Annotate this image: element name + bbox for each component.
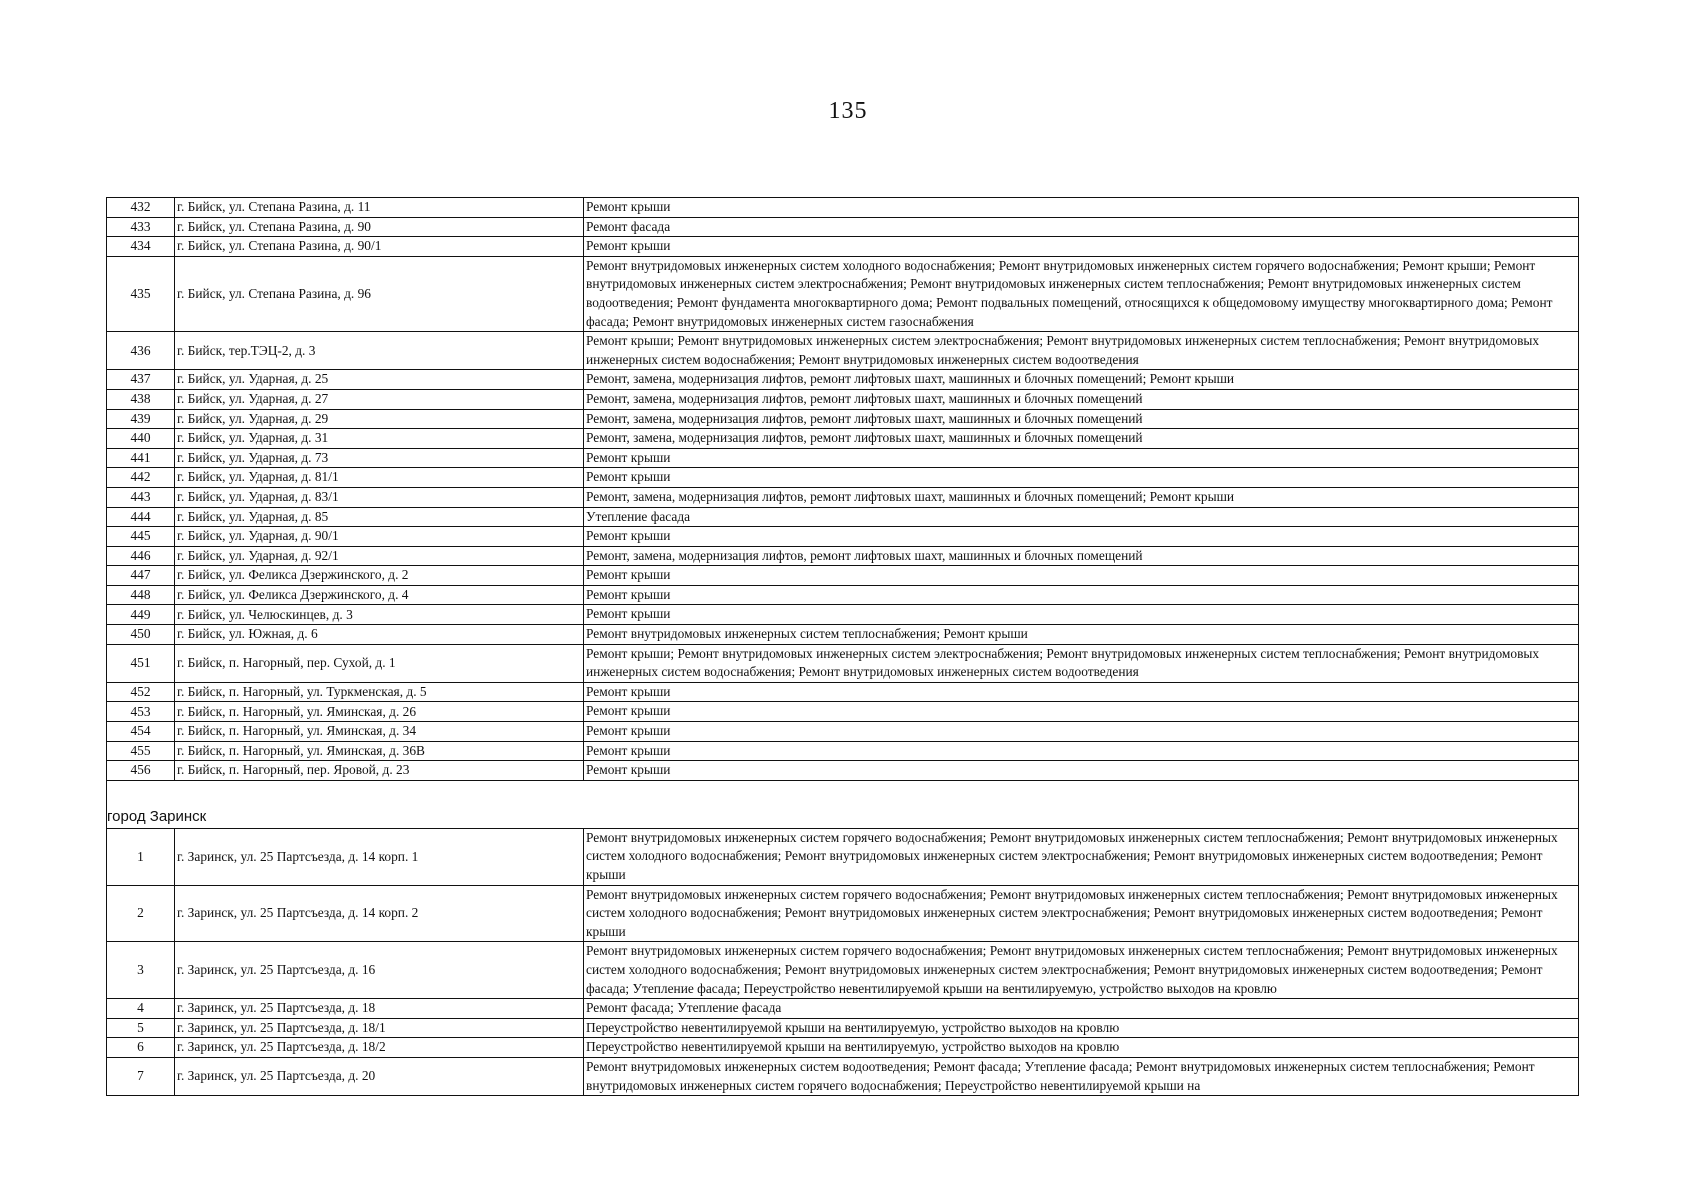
row-address: г. Бийск, ул. Ударная, д. 90/1 — [175, 527, 584, 547]
row-address: г. Бийск, ул. Ударная, д. 27 — [175, 389, 584, 409]
row-address: г. Бийск, ул. Ударная, д. 83/1 — [175, 487, 584, 507]
table-row — [107, 682, 1579, 702]
row-work-description: Ремонт крыши — [584, 198, 1579, 218]
table-row — [107, 198, 1579, 218]
row-work-description: Ремонт крыши — [584, 585, 1579, 605]
row-number: 456 — [107, 761, 175, 781]
row-number: 446 — [107, 546, 175, 566]
row-address: г. Бийск, ул. Челюскинцев, д. 3 — [175, 605, 584, 625]
row-number: 2 — [107, 885, 175, 942]
row-work-description: Ремонт фасада — [584, 217, 1579, 237]
row-address: г. Бийск, тер.ТЭЦ-2, д. 3 — [175, 332, 584, 370]
row-address: г. Заринск, ул. 25 Партсъезда, д. 20 — [175, 1057, 584, 1095]
table-row — [107, 409, 1579, 429]
row-address: г. Бийск, ул. Ударная, д. 25 — [175, 370, 584, 390]
row-number: 450 — [107, 625, 175, 645]
row-work-description: Ремонт внутридомовых инженерных систем горячего водоснабжения; Ремонт внутридомовых инженерных систем теплоснабжения; Ремонт внутридомовых инженерных систем холодного водоснабжения; Ремонт внутридомовых инженерных систем электроснабжения; Ремонт внутридомовых инженерных систем водоотведения; Ремонт фасада; Утепление фасада; Переустройство невентилируемой крыши на вентилируемую, устройство выходов на кровлю — [584, 942, 1579, 999]
row-address: г. Бийск, ул. Ударная, д. 31 — [175, 429, 584, 449]
row-work-description: Ремонт крыши — [584, 566, 1579, 586]
row-address: г. Бийск, п. Нагорный, ул. Яминская, д. 26 — [175, 702, 584, 722]
table-row — [107, 1057, 1579, 1095]
row-address: г. Бийск, п. Нагорный, пер. Яровой, д. 23 — [175, 761, 584, 781]
row-number: 436 — [107, 332, 175, 370]
repair-table-wrapper — [106, 197, 1578, 1096]
table-row — [107, 625, 1579, 645]
table-row — [107, 828, 1579, 885]
table-row — [107, 1018, 1579, 1038]
row-work-description: Ремонт, замена, модернизация лифтов, ремонт лифтовых шахт, машинных и блочных помещений; Ремонт крыши — [584, 370, 1579, 390]
row-address: г. Бийск, п. Нагорный, ул. Яминская, д. 34 — [175, 722, 584, 742]
row-work-description: Ремонт внутридомовых инженерных систем холодного водоснабжения; Ремонт внутридомовых инженерных систем горячего водоснабжения; Ремонт крыши; Ремонт внутридомовых инженерных систем электроснабжения; Ремонт внутридомовых инженерных систем теплоснабжения; Ремонт внутридомовых инженерных систем водоотведения; Ремонт фундамента многоквартирного дома; Ремонт подвальных помещений, относящихся к общедомовому имуществу многоквартирного дома; Ремонт фасада; Ремонт внутридомовых инженерных систем газоснабжения — [584, 256, 1579, 331]
row-address: г. Бийск, ул. Ударная, д. 85 — [175, 507, 584, 527]
row-address: г. Бийск, ул. Ударная, д. 73 — [175, 448, 584, 468]
row-address: г. Бийск, ул. Степана Разина, д. 11 — [175, 198, 584, 218]
row-number: 1 — [107, 828, 175, 885]
repair-table — [106, 197, 1579, 1096]
row-work-description: Ремонт, замена, модернизация лифтов, ремонт лифтовых шахт, машинных и блочных помещений; Ремонт крыши — [584, 487, 1579, 507]
table-row — [107, 237, 1579, 257]
row-number: 435 — [107, 256, 175, 331]
row-work-description: Ремонт, замена, модернизация лифтов, ремонт лифтовых шахт, машинных и блочных помещений — [584, 546, 1579, 566]
row-work-description: Переустройство невентилируемой крыши на вентилируемую, устройство выходов на кровлю — [584, 1038, 1579, 1058]
table-section-biysk — [107, 198, 1579, 781]
row-number: 433 — [107, 217, 175, 237]
row-address: г. Заринск, ул. 25 Партсъезда, д. 14 корп. 2 — [175, 885, 584, 942]
row-number: 454 — [107, 722, 175, 742]
page-number: 135 — [828, 98, 868, 124]
row-address: г. Бийск, ул. Феликса Дзержинского, д. 2 — [175, 566, 584, 586]
row-work-description: Утепление фасада — [584, 507, 1579, 527]
row-work-description: Ремонт крыши — [584, 682, 1579, 702]
row-address: г. Заринск, ул. 25 Партсъезда, д. 14 корп. 1 — [175, 828, 584, 885]
table-section-header — [107, 780, 1579, 828]
table-row — [107, 429, 1579, 449]
table-row — [107, 448, 1579, 468]
row-work-description: Ремонт, замена, модернизация лифтов, ремонт лифтовых шахт, машинных и блочных помещений — [584, 389, 1579, 409]
table-row — [107, 999, 1579, 1019]
table-row — [107, 741, 1579, 761]
row-work-description: Ремонт крыши — [584, 448, 1579, 468]
row-work-description: Ремонт внутридомовых инженерных систем водоотведения; Ремонт фасада; Утепление фасада; Ремонт внутридомовых инженерных систем теплоснабжения; Ремонт внутридомовых инженерных систем горячего водоснабжения; Переустройство невентилируемой крыши на — [584, 1057, 1579, 1095]
row-address: г. Заринск, ул. 25 Партсъезда, д. 18/2 — [175, 1038, 584, 1058]
table-row — [107, 487, 1579, 507]
table-row — [107, 942, 1579, 999]
row-address: г. Бийск, ул. Степана Разина, д. 90/1 — [175, 237, 584, 257]
table-row — [107, 256, 1579, 331]
row-address: г. Бийск, ул. Ударная, д. 29 — [175, 409, 584, 429]
row-work-description: Переустройство невентилируемой крыши на вентилируемую, устройство выходов на кровлю — [584, 1018, 1579, 1038]
row-number: 445 — [107, 527, 175, 547]
row-address: г. Бийск, п. Нагорный, ул. Яминская, д. 36В — [175, 741, 584, 761]
row-number: 7 — [107, 1057, 175, 1095]
row-number: 437 — [107, 370, 175, 390]
row-address: г. Бийск, ул. Степана Разина, д. 90 — [175, 217, 584, 237]
table-row — [107, 370, 1579, 390]
table-row — [107, 527, 1579, 547]
row-address: г. Бийск, ул. Южная, д. 6 — [175, 625, 584, 645]
table-section-zarinsk — [107, 828, 1579, 1095]
row-work-description: Ремонт крыши — [584, 527, 1579, 547]
row-work-description: Ремонт внутридомовых инженерных систем теплоснабжения; Ремонт крыши — [584, 625, 1579, 645]
row-number: 451 — [107, 644, 175, 682]
row-work-description: Ремонт крыши — [584, 741, 1579, 761]
row-address: г. Бийск, п. Нагорный, пер. Сухой, д. 1 — [175, 644, 584, 682]
row-work-description: Ремонт крыши; Ремонт внутридомовых инженерных систем электроснабжения; Ремонт внутридомовых инженерных систем теплоснабжения; Ремонт внутридомовых инженерных систем водоснабжения; Ремонт внутридомовых инженерных систем водоотведения — [584, 644, 1579, 682]
table-row — [107, 566, 1579, 586]
row-number: 439 — [107, 409, 175, 429]
row-number: 438 — [107, 389, 175, 409]
row-work-description: Ремонт, замена, модернизация лифтов, ремонт лифтовых шахт, машинных и блочных помещений — [584, 409, 1579, 429]
table-row — [107, 468, 1579, 488]
row-number: 449 — [107, 605, 175, 625]
row-number: 448 — [107, 585, 175, 605]
row-work-description: Ремонт крыши — [584, 722, 1579, 742]
row-address: г. Бийск, ул. Степана Разина, д. 96 — [175, 256, 584, 331]
table-row — [107, 332, 1579, 370]
row-number: 441 — [107, 448, 175, 468]
row-address: г. Бийск, ул. Ударная, д. 92/1 — [175, 546, 584, 566]
table-row — [107, 389, 1579, 409]
row-number: 452 — [107, 682, 175, 702]
row-number: 434 — [107, 237, 175, 257]
row-number: 455 — [107, 741, 175, 761]
table-row — [107, 1038, 1579, 1058]
row-number: 6 — [107, 1038, 175, 1058]
row-number: 453 — [107, 702, 175, 722]
row-address: г. Бийск, ул. Ударная, д. 81/1 — [175, 468, 584, 488]
table-row — [107, 546, 1579, 566]
row-work-description: Ремонт крыши — [584, 237, 1579, 257]
table-row — [107, 644, 1579, 682]
row-number: 3 — [107, 942, 175, 999]
section-row — [107, 780, 1579, 828]
row-address: г. Заринск, ул. 25 Партсъезда, д. 16 — [175, 942, 584, 999]
row-number: 432 — [107, 198, 175, 218]
table-row — [107, 702, 1579, 722]
section-title: город Заринск — [107, 780, 1579, 828]
row-work-description: Ремонт крыши — [584, 468, 1579, 488]
row-number: 4 — [107, 999, 175, 1019]
row-work-description: Ремонт крыши; Ремонт внутридомовых инженерных систем электроснабжения; Ремонт внутридомовых инженерных систем теплоснабжения; Ремонт внутридомовых инженерных систем водоснабжения; Ремонт внутридомовых инженерных систем водоотведения — [584, 332, 1579, 370]
table-row — [107, 722, 1579, 742]
row-address: г. Заринск, ул. 25 Партсъезда, д. 18/1 — [175, 1018, 584, 1038]
table-row — [107, 507, 1579, 527]
row-number: 442 — [107, 468, 175, 488]
row-work-description: Ремонт, замена, модернизация лифтов, ремонт лифтовых шахт, машинных и блочных помещений — [584, 429, 1579, 449]
row-number: 5 — [107, 1018, 175, 1038]
row-work-description: Ремонт внутридомовых инженерных систем горячего водоснабжения; Ремонт внутридомовых инженерных систем теплоснабжения; Ремонт внутридомовых инженерных систем холодного водоснабжения; Ремонт внутридомовых инженерных систем электроснабжения; Ремонт внутридомовых инженерных систем водоотведения; Ремонт крыши — [584, 885, 1579, 942]
row-number: 443 — [107, 487, 175, 507]
table-row — [107, 585, 1579, 605]
row-number: 444 — [107, 507, 175, 527]
table-row — [107, 885, 1579, 942]
row-address: г. Бийск, ул. Феликса Дзержинского, д. 4 — [175, 585, 584, 605]
row-work-description: Ремонт крыши — [584, 702, 1579, 722]
row-work-description: Ремонт фасада; Утепление фасада — [584, 999, 1579, 1019]
row-work-description: Ремонт крыши — [584, 761, 1579, 781]
row-address: г. Заринск, ул. 25 Партсъезда, д. 18 — [175, 999, 584, 1019]
table-row — [107, 217, 1579, 237]
table-row — [107, 761, 1579, 781]
row-work-description: Ремонт крыши — [584, 605, 1579, 625]
row-work-description: Ремонт внутридомовых инженерных систем горячего водоснабжения; Ремонт внутридомовых инженерных систем теплоснабжения; Ремонт внутридомовых инженерных систем холодного водоснабжения; Ремонт внутридомовых инженерных систем электроснабжения; Ремонт внутридомовых инженерных систем водоотведения; Ремонт крыши — [584, 828, 1579, 885]
table-row — [107, 605, 1579, 625]
row-address: г. Бийск, п. Нагорный, ул. Туркменская, д. 5 — [175, 682, 584, 702]
row-number: 440 — [107, 429, 175, 449]
row-number: 447 — [107, 566, 175, 586]
